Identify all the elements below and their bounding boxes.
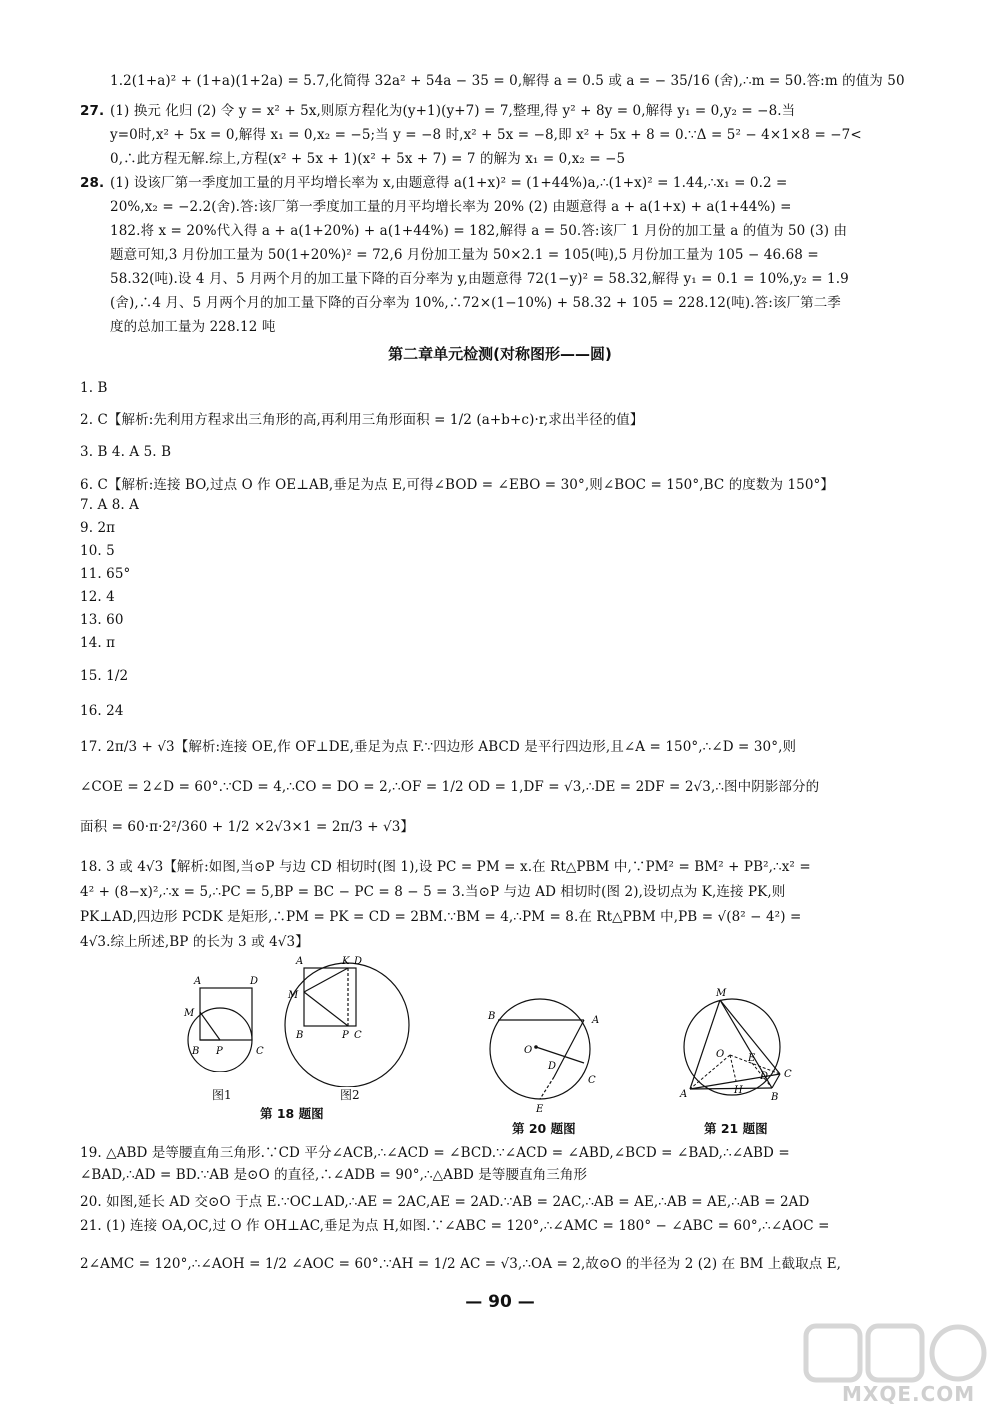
point-label: H: [734, 1085, 743, 1096]
answer-line: 20. 如图,延长 AD 交⊙O 于点 E.∵OC⊥AD,∴AE = 2AC,AE = 2AD.∵AB = 2AC,∴AB = AE,∴AB = AE,∴AB = 2AD: [80, 1194, 810, 1210]
answer-line: PK⊥AD,四边形 PCDK 是矩形,∴PM = PK = CD = 2BM.∵BM = 4,∴PM = 8.在 Rt△PBM 中,PB = √(8² − 4²) =: [80, 909, 802, 925]
text-line: 0,∴此方程无解.综上,方程(x² + 5x + 1)(x² + 5x + 7) = 7 的解为 x₁ = 0,x₂ = −5: [110, 151, 626, 167]
answer-line: 2∠AMC = 120°,∴∠AOH = 1/2 ∠AOC = 60°.∵AH = 1/2 AC = √3,∴OA = 2,故⊙O 的半径为 2 (2) 在 BM 上截取点 E,: [80, 1256, 842, 1272]
text-line: (1) 设该厂第一季度加工量的月平均增长率为 x,由题意得 a(1+x)² = (1+44%)a,∴(1+x)² = 1.44,∴x₁ = 0.2 =: [110, 175, 788, 191]
point-label: P: [342, 1030, 349, 1041]
answer-line: 16. 24: [80, 703, 124, 719]
point-label: C: [784, 1069, 792, 1080]
text-line: 1.2(1+a)² + (1+a)(1+2a) = 5.7,化简得 32a² + 54a − 35 = 0,解得 a = 0.5 或 a = − 35/16 (舍),∴m = 50.答:m 的值为 50: [110, 73, 905, 89]
point-label: A: [592, 1015, 600, 1026]
answer-line: 21. (1) 连接 OA,OC,过 O 作 OH⊥AC,垂足为点 H,如图.∵∠ABC = 120°,∴∠AMC = 180° − ∠ABC = 60°,∴∠AOC =: [80, 1218, 830, 1234]
answer-line: 面积 = 60·π·2²/360 + 1/2 ×2√3×1 = 2π/3 + √3】: [80, 819, 415, 835]
answer-line: 18. 3 或 4√3【解析:如图,当⊙P 与边 CD 相切时(图 1),设 PC = PM = x.在 Rt△PBM 中,∵PM² = BM² + PB²,∴x² =: [80, 859, 811, 875]
answer-line: 4² + (8−x)²,∴x = 5,∴PC = 5,BP = BC − PC = 8 − 5 = 3.当⊙P 与边 AD 相切时(图 2),设切点为 K,连接 PK,则: [80, 884, 786, 900]
point-label: O: [524, 1045, 533, 1056]
point-label: E: [536, 1104, 544, 1115]
point-label: C: [354, 1030, 362, 1041]
answer-line: ∠BAD,∴AD = BD.∵AB 是⊙O 的直径,∴∠ADB = 90°,∴△ABD 是等腰直角三角形: [80, 1167, 588, 1183]
point-label: K: [342, 956, 350, 967]
point-label: A: [680, 1089, 688, 1100]
figure-caption: 图2: [340, 1088, 360, 1102]
answer-line: 2. C【解析:先利用方程求出三角形的高,再利用三角形面积 = 1/2 (a+b+c)·r,求出半径的值】: [80, 412, 644, 428]
point-label: M: [184, 1008, 195, 1019]
point-label: M: [716, 988, 727, 999]
answer-line: 11. 65°: [80, 566, 131, 582]
text-line: (1) 换元 化归 (2) 令 y = x² + 5x,则原方程化为(y+1)(y+7) = 7,整理,得 y² + 8y = 0,解得 y₁ = 0,y₂ = −8.当: [110, 103, 796, 119]
answer-line: 9. 2π: [80, 520, 116, 536]
figure-18-2: [282, 952, 417, 1087]
answer-line: 17. 2π/3 + √3【解析:连接 OE,作 OF⊥DE,垂足为点 F.∵四边形 ABCD 是平行四边形,且∠A = 150°,∴∠D = 30°,则: [80, 739, 797, 755]
point-label: C: [588, 1075, 596, 1086]
point-label: D: [250, 976, 259, 987]
watermark-text: MXQE.COM: [842, 1382, 976, 1406]
answer-line: 7. A 8. A: [80, 497, 140, 513]
answer-line: 19. △ABD 是等腰直角三角形.∵CD 平分∠ACB,∴∠ACD = ∠BCD.∵∠ACD = ∠ABD,∠BCD = ∠BAD,∴∠ABD =: [80, 1145, 790, 1161]
figure-caption: 第 18 题图: [260, 1106, 324, 1121]
text-line: 182.将 x = 20%代入得 a + a(1+20%) + a(1+44%) = 182,解得 a = 50.答:该厂 1 月份的加工量 a 的值为 50 (3) 由: [110, 223, 848, 239]
point-label: B: [192, 1046, 200, 1057]
question-number: 27.: [80, 103, 105, 119]
answer-line: 12. 4: [80, 589, 115, 605]
point-label: D: [760, 1071, 769, 1082]
answer-line: 3. B 4. A 5. B: [80, 444, 172, 460]
point-label: M: [288, 990, 299, 1001]
page-number: — 90 —: [465, 1292, 535, 1312]
point-label: B: [771, 1092, 779, 1103]
point-label: B: [296, 1030, 304, 1041]
figure-21: [672, 985, 802, 1105]
figure-caption: 图1: [212, 1088, 232, 1102]
answer-line: ∠COE = 2∠D = 60°.∵CD = 4,∴CO = DO = 2,∴OF = 1/2 OD = 1,DF = √3,∴DE = 2DF = 2√3,∴图中阴影部分的: [80, 779, 820, 795]
figure-20: [478, 985, 618, 1115]
section-title: 第二章单元检测(对称图形——圆): [388, 345, 612, 363]
answer-line: 15. 1/2: [80, 668, 129, 684]
point-label: A: [194, 976, 202, 987]
text-line: (舍),∴4 月、5 月两个月的加工量下降的百分率为 10%,∴72×(1−10%) + 58.32 + 105 = 228.12(吨).答:该厂第二季: [110, 295, 841, 311]
figure-18-1: [180, 972, 275, 1072]
figure-caption: 第 21 题图: [704, 1121, 768, 1136]
text-line: 题意可知,3 月份加工量为 50(1+20%)² = 72,6 月份加工量为 50×2.1 = 105(吨),5 月份加工量为 105 − 46.68 =: [110, 247, 819, 263]
point-label: D: [548, 1061, 557, 1072]
point-label: P: [216, 1046, 223, 1057]
point-label: D: [354, 956, 363, 967]
point-label: A: [296, 956, 304, 967]
answer-line: 13. 60: [80, 612, 124, 628]
answer-line: 1. B: [80, 380, 108, 396]
answer-line: 4√3.综上所述,BP 的长为 3 或 4√3】: [80, 934, 309, 950]
text-line: y=0时,x² + 5x = 0,解得 x₁ = 0,x₂ = −5;当 y = −8 时,x² + 5x = −8,即 x² + 5x + 8 = 0.∵Δ = 5² − 4×1×8 = −7<: [110, 127, 862, 143]
answer-line: 10. 5: [80, 543, 115, 559]
text-line: 58.32(吨).设 4 月、5 月两个月的加工量下降的百分率为 y,由题意得 72(1−y)² = 58.32,解得 y₁ = 0.1 = 10%,y₂ = 1.9: [110, 271, 849, 287]
text-line: 度的总加工量为 228.12 吨: [110, 319, 276, 335]
point-label: O: [716, 1049, 725, 1060]
text-line: 20%,x₂ = −2.2(舍).答:该厂第一季度加工量的月平均增长率为 20% (2) 由题意得 a + a(1+x) + a(1+44%) =: [110, 199, 792, 215]
question-number: 28.: [80, 175, 105, 191]
answer-line: 6. C【解析:连接 BO,过点 O 作 OE⊥AB,垂足为点 E,可得∠BOD = ∠EBO = 30°,则∠BOC = 150°,BC 的度数为 150°】: [80, 477, 835, 493]
answer-line: 14. π: [80, 635, 116, 651]
point-label: C: [256, 1046, 264, 1057]
point-label: E: [748, 1053, 756, 1064]
point-label: B: [488, 1011, 496, 1022]
figure-caption: 第 20 题图: [512, 1121, 576, 1136]
